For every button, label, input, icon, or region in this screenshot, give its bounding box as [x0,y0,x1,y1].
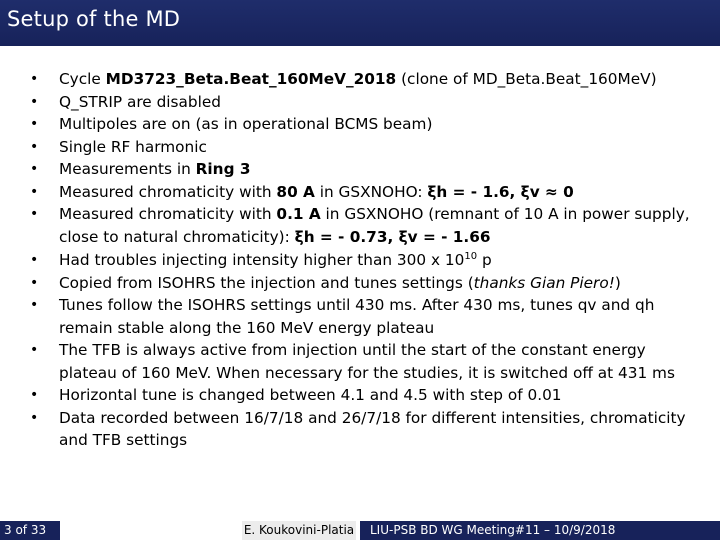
title-bar [0,0,720,46]
bullet-text: Tunes follow the ISOHRS settings until 430 ms. After 430 ms, tunes qv and qh remain stable along the 160 MeV energy plateau [59,296,655,337]
bullet-item [28,294,708,339]
bullet-icon: • [30,183,39,200]
bullet-text: Cycle MD3723_Beta.Beat_160MeV_2018 (clone of MD_Beta.Beat_160MeV) [59,70,657,88]
bullet-item [28,68,708,91]
bullet-list [28,68,708,452]
bullet-text: The TFB is always active from injection until the start of the constant energy plateau of 160 MeV. When necessary for the studies, it is switched off at 431 ms [59,341,675,382]
bullet-icon: • [30,409,39,426]
bullet-text: Multipoles are on (as in operational BCMS beam) [59,115,433,133]
bullet-text: Measurements in Ring 3 [59,160,251,178]
bullet-item [28,272,708,295]
bullet-text: Single RF harmonic [59,137,207,156]
bullet-icon: • [30,93,39,110]
slide-content [28,68,708,452]
bullet-item [28,158,708,181]
bullet-item [28,249,708,272]
bullet-text: Horizontal tune is changed between 4.1 and 4.5 with step of 0.01 [59,386,562,404]
footer-author: E. Koukovini-Platia [242,521,356,540]
footer-meeting: LIU-PSB BD WG Meeting#11 – 10/9/2018 [360,521,720,540]
bullet-icon: • [30,71,39,87]
bullet-text: Measured chromaticity with 0.1 A in GSXNOHO (remnant of 10 A in power supply, close to natural chromaticity): ξh = - 0.73, ξv = - 1.66 [59,205,690,246]
bullet-icon: • [30,387,39,403]
bullet-text: Had troubles injecting intensity higher than 300 x $10^{10}$ p [59,251,492,269]
bullet-icon: • [30,161,39,177]
bullet-text: Copied from ISOHRS the injection and tunes settings (thanks Gian Piero!) [59,273,621,292]
bullet-icon: • [30,342,39,358]
bullet-item [28,136,708,159]
bullet-icon: • [30,206,39,222]
bullet-icon: • [30,116,39,132]
bullet-item [28,113,708,136]
bullet-item [28,181,708,204]
footer-page-number: 3 of 33 [0,521,60,540]
bullet-icon: • [30,252,39,268]
bullet-text: Data recorded between 16/7/18 and 26/7/18 for different intensities, chromaticity and TFB settings [59,408,686,449]
bullet-item [28,384,708,407]
bullet-text: Measured chromaticity with 80 A in GSXNOHO: ξh = - 1.6, ξv ≈ 0 [59,182,574,201]
bullet-icon: • [30,138,39,155]
bullet-item [28,339,708,384]
slide-title: Setup of the MD [7,7,181,31]
bullet-icon: • [30,297,39,313]
bullet-icon: • [30,274,39,291]
bullet-text: Q_STRIP are disabled [59,92,221,111]
bullet-item [28,91,708,114]
bullet-item [28,407,708,452]
bullet-item [28,203,708,248]
